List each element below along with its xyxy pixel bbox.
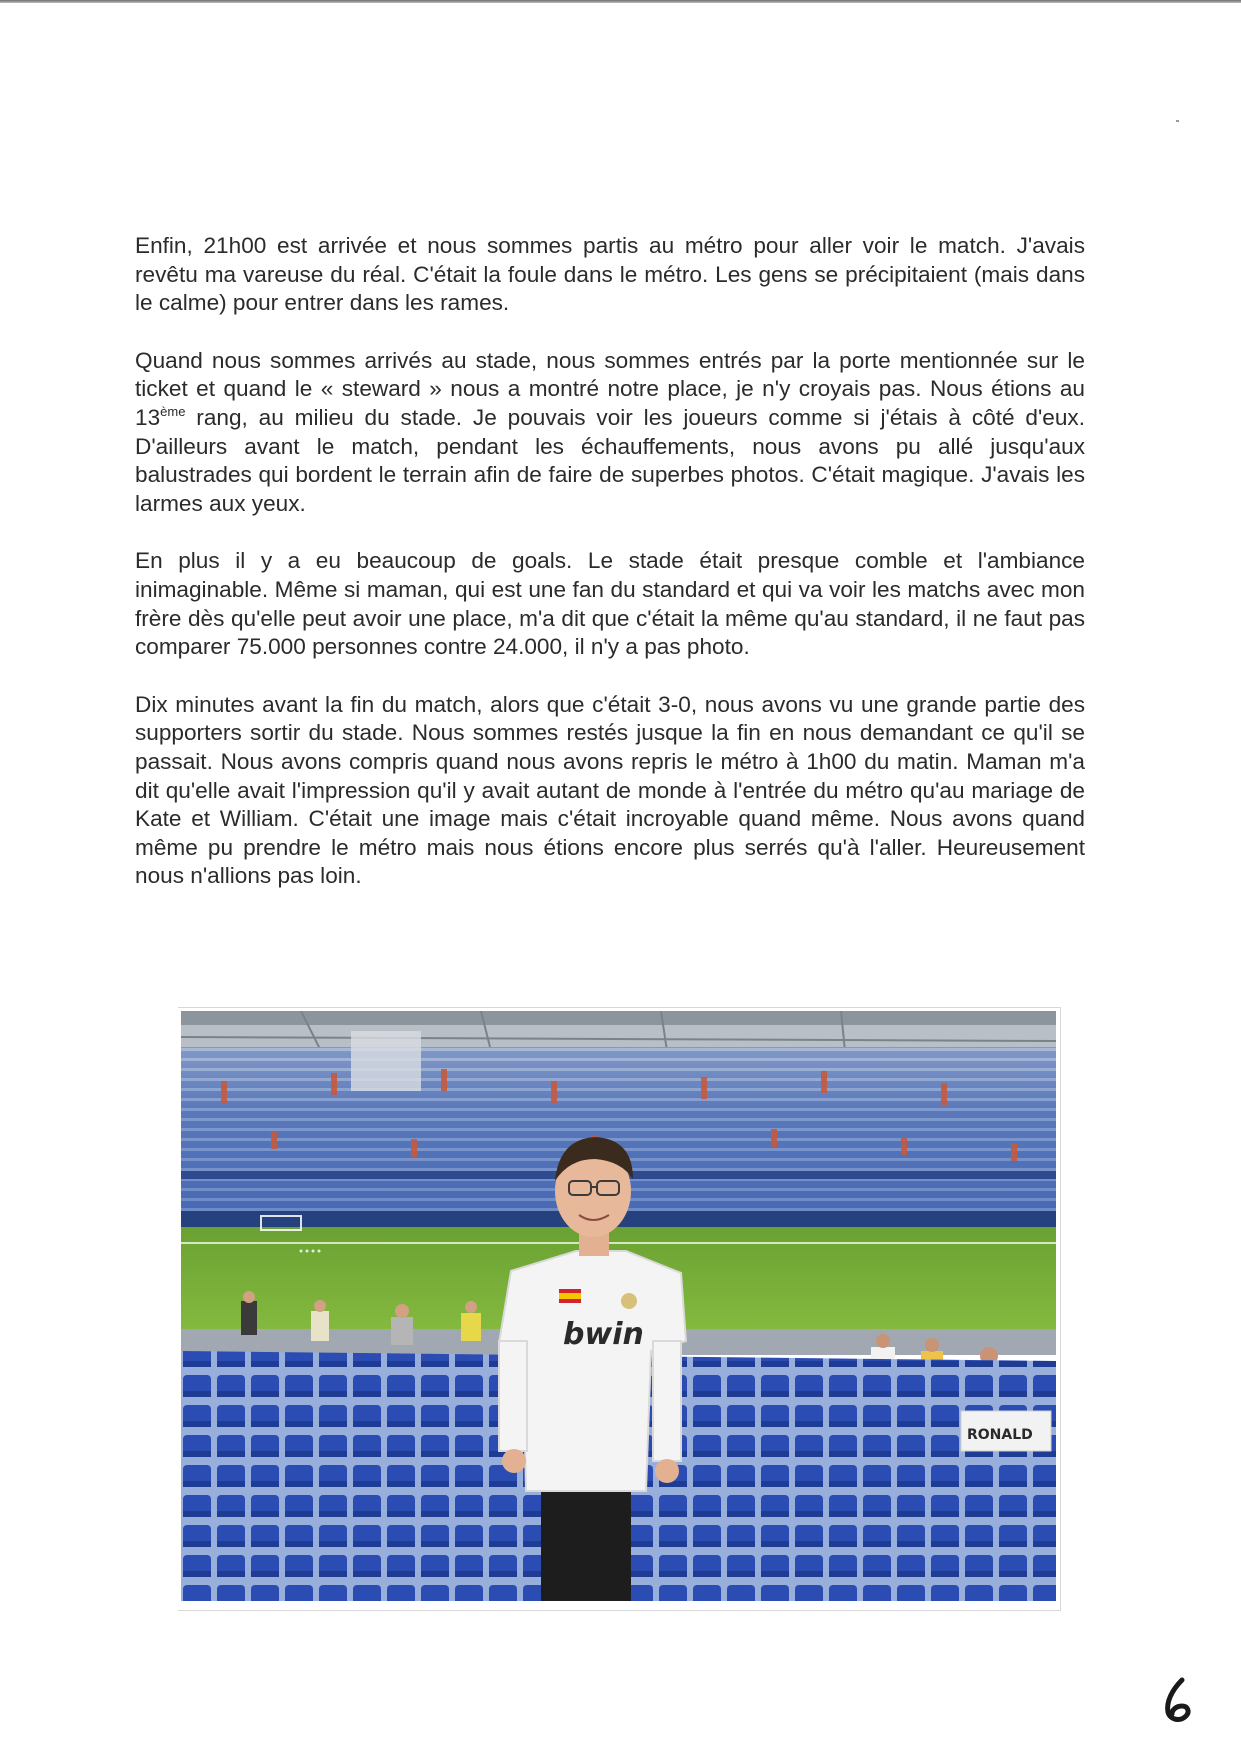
paragraph-1: Enfin, 21h00 est arrivée et nous sommes partis au métro pour aller voir le match. J'avais revêtu ma vareuse du réal. C'était la foule dans le métro. Les gens se précipitaient (mais dans le calme) pour entrer dans les rames. xyxy=(135,233,1085,316)
scan-top-edge xyxy=(0,0,1241,3)
paragraph-2 xyxy=(135,347,1085,519)
jersey-name-text: RONALD xyxy=(967,1427,1033,1443)
paragraph-4: Dix minutes avant la fin du match, alors que c'était 3-0, nous avons vu une grande partie des supporters sortir du stade. Nous sommes restés jusque la fin en nous demandant ce qu'il se passait. Nous avons compris quand nous avons repris le métro à 1h00 du matin. Maman m'a dit qu'elle avait l'impression qu'il y avait autant de monde à l'entrée du métro qu'au mariage de Kate et William. C'était une image mais c'était incroyable quand même. Nous avons quand même pu prendre le métro mais nous étions encore plus serrés qu'à l'aller. Heureusement nous n'allions pas loin. xyxy=(135,691,1085,889)
shirt-sponsor-text: bwin xyxy=(563,1317,644,1352)
ordinal-superscript: ème xyxy=(160,403,186,419)
paragraph-2-start: Quand nous sommes arrivés au stade, nous sommes entrés par la porte mentionnée sur le ticket et quand le « steward » nous a montré notre place, je n'y croyais pas. Nous étions au 13 xyxy=(135,347,1085,430)
handwritten-page-number xyxy=(1160,1676,1200,1726)
scan-speck xyxy=(1176,120,1179,122)
paragraph-2-end: rang, au milieu du stade. Je pouvais voir les joueurs comme si j'étais à côté d'eux. D'ailleurs avant le match, pendant les échauffements, nous avons pu allé jusqu'aux balustrades qui bordent le terrain afin de faire de superbes photos. C'était magique. J'avais les larmes aux yeux. xyxy=(135,404,1085,516)
paragraph-3: En plus il y a eu beaucoup de goals. Le stade était presque comble et l'ambiance inimaginable. Même si maman, qui est une fan du standard et qui va voir les matchs avec mon frère dès qu'elle peut avoir une place, m'a dit que c'était la même qu'au standard, il ne faut pas comparer 75.000 personnes contre 24.000, il n'y a pas photo. xyxy=(135,548,1085,660)
document-body xyxy=(135,232,1085,891)
stadium-photo-illustration xyxy=(181,1011,1056,1601)
stadium-photo xyxy=(181,1011,1056,1601)
fan-jersey xyxy=(961,1411,1051,1451)
